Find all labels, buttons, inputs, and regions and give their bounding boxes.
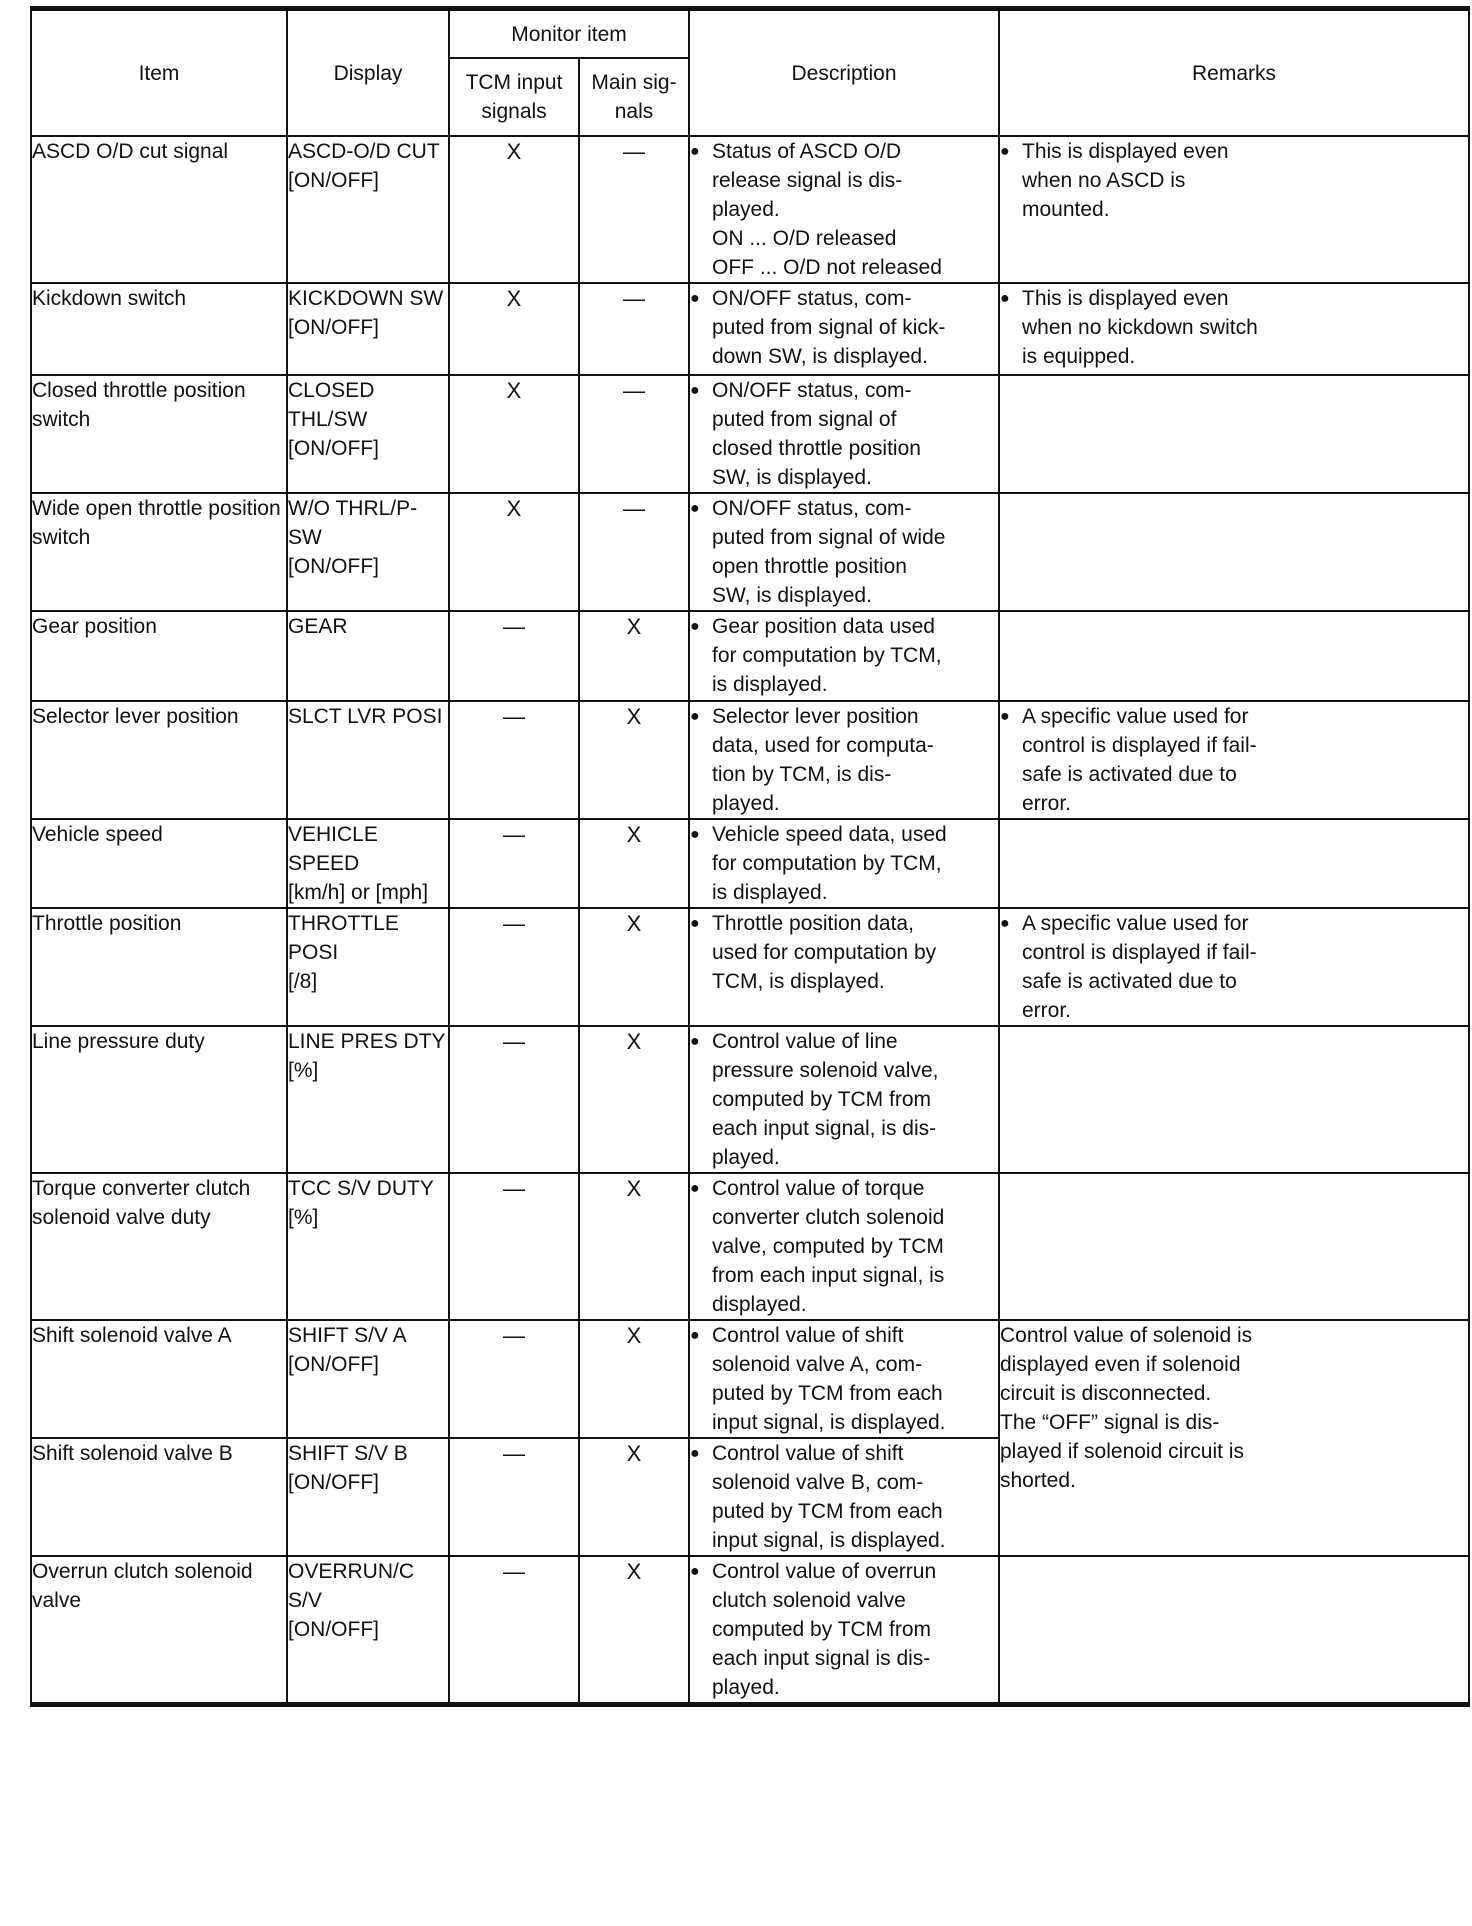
text-line: [ON/OFF] [288,1471,379,1494]
text-line: Shift solenoid valve B [32,1442,233,1465]
main-signal-mark: X [579,1173,689,1320]
bullet-icon: ● [690,382,700,399]
display-cell [287,819,449,908]
text-line: Torque converter clutch [32,1177,251,1200]
table-row [31,1026,1469,1173]
text-line: GEAR [288,615,348,638]
display-cell [287,493,449,611]
item-cell [31,908,287,1026]
text-line: for computation by TCM, [712,852,942,875]
remarks-cell [999,1556,1469,1705]
text-line: Status of ASCD O/D [712,140,902,163]
text-line: from each input signal, is [712,1264,945,1287]
text-line: each input signal, is dis- [712,1117,937,1140]
text-line: error. [1022,792,1072,815]
description-cell [689,493,999,611]
bullet-icon: ● [690,826,700,843]
monitor-item-table [30,6,1470,1707]
tcm-input-mark: X [449,283,579,375]
description-bullet-text [712,820,998,907]
text-line: Vehicle speed [32,823,163,846]
item-cell [31,493,287,611]
description-cell [689,819,999,908]
text-line: tion by TCM, is dis- [712,763,892,786]
item-cell [31,1438,287,1556]
main-signal-mark: — [579,136,689,283]
header-item: Item [31,9,287,137]
description-bullet-text [712,1174,998,1319]
text-line: Throttle position data, [712,912,914,935]
tcm-input-mark: — [449,611,579,701]
text-line: Control value of shift [712,1442,904,1465]
text-line: ON/OFF status, com- [712,497,912,520]
text-line: Kickdown switch [32,287,187,310]
tcm-input-mark: X [449,375,579,493]
text-line: [%] [288,1206,319,1229]
text-line: displayed. [712,1293,807,1316]
text-line: puted from signal of kick- [712,316,946,339]
text-line: This is displayed even [1022,287,1229,310]
text-line: SLCT LVR POSI [288,705,443,728]
main-signal-mark: X [579,611,689,701]
text-line: puted from signal of [712,408,897,431]
table-row [31,1320,1469,1438]
remarks-bullet-text [1022,702,1468,818]
remarks-cell [999,611,1469,701]
text-line: down SW, is displayed. [712,345,928,368]
description-bullet [690,1321,998,1437]
description-bullet-text [712,376,998,492]
text-line: A specific value used for [1022,912,1249,935]
description-bullet [690,376,998,492]
text-line: Control value of line [712,1030,898,1053]
display-cell [287,701,449,819]
header-remarks: Remarks [999,9,1469,137]
description-bullet [690,702,998,818]
header-main-signals: Main sig- nals [579,58,689,136]
text-line: [ON/OFF] [288,555,379,578]
table-row [31,375,1469,493]
text-line: SW, is displayed. [712,584,872,607]
text-line: data, used for computa- [712,734,934,757]
text-line: puted by TCM from each [712,1382,943,1405]
table-row [31,819,1469,908]
bullet-icon: ● [690,1033,700,1050]
tcm-input-mark: — [449,701,579,819]
remarks-bullet [1000,909,1468,1025]
text-line: Control value of torque [712,1177,925,1200]
text-line: displayed even if solenoid [1000,1353,1241,1376]
description-bullet-text [712,494,998,610]
text-line: input signal, is displayed. [712,1411,946,1434]
table-row [31,283,1469,375]
remarks-cell-shift-solenoids [999,1320,1469,1556]
display-cell [287,1026,449,1173]
display-cell [287,136,449,283]
remarks-cell [999,375,1469,493]
item-cell [31,1026,287,1173]
remarks-cell [999,1026,1469,1173]
description-cell [689,1438,999,1556]
text-line: converter clutch solenoid [712,1206,945,1229]
remarks-cell [999,1173,1469,1320]
text-line: LINE PRES DTY [288,1030,446,1053]
remarks-cell [999,908,1469,1026]
text-line: [%] [288,1059,319,1082]
text-line: Shift solenoid valve A [32,1324,232,1347]
bullet-icon: ● [690,1563,700,1580]
text-line: A specific value used for [1022,705,1249,728]
description-cell [689,701,999,819]
text-line: OVERRUN/C [288,1560,415,1583]
tcm-input-mark: — [449,1556,579,1705]
item-cell [31,611,287,701]
text-line: switch [32,526,91,549]
tcm-input-mark: X [449,136,579,283]
text-line: played. [712,198,780,221]
text-line: Gear position [32,615,157,638]
remarks-cell [999,701,1469,819]
text-line: [/8] [288,970,318,993]
display-cell [287,1320,449,1438]
bullet-icon: ● [690,708,700,725]
text-line: used for computation by [712,941,937,964]
description-bullet [690,820,998,907]
remarks-bullet [1000,702,1468,818]
item-cell [31,819,287,908]
text-line: Line pressure duty [32,1030,205,1053]
bullet-icon: ● [690,290,700,307]
main-signal-mark: X [579,1556,689,1705]
text-line: SW, is displayed. [712,466,872,489]
display-cell [287,1173,449,1320]
text-line: each input signal is dis- [712,1647,931,1670]
table-row [31,493,1469,611]
text-line: [ON/OFF] [288,437,379,460]
main-signal-mark: X [579,701,689,819]
text-line: S/V [288,1589,322,1612]
description-bullet-text [712,909,998,996]
header-tcm-input-signals: TCM input signals [449,58,579,136]
text-line: VEHICLE [288,823,378,846]
main-signal-mark: X [579,1438,689,1556]
description-bullet [690,494,998,610]
text-line: is displayed. [712,881,828,904]
text-line: safe is activated due to [1022,970,1237,993]
tcm-input-mark: — [449,1026,579,1173]
text-line: valve [32,1589,82,1612]
main-signal-mark: X [579,1320,689,1438]
text-line: [ON/OFF] [288,316,379,339]
table-body [31,136,1469,1705]
item-cell [31,375,287,493]
text-line: TCC S/V DUTY [288,1177,434,1200]
description-cell [689,1556,999,1705]
header-monitor-item: Monitor item [449,9,689,59]
text-line: error. [1022,999,1072,1022]
text-line: shorted. [1000,1469,1076,1492]
description-bullet-text [712,1027,998,1172]
display-cell [287,1438,449,1556]
text-line: Vehicle speed data, used [712,823,947,846]
tcm-input-mark: — [449,908,579,1026]
text-line: Selector lever position [32,705,239,728]
table-row [31,1556,1469,1705]
description-bullet [690,1557,998,1702]
table-row [31,611,1469,701]
item-cell [31,1320,287,1438]
description-cell [689,283,999,375]
item-cell [31,283,287,375]
text-line: solenoid valve B, com- [712,1471,924,1494]
text-line: open throttle position [712,555,907,578]
header-display: Display [287,9,449,137]
remarks-bullet-text [1022,909,1468,1025]
text-line: ASCD O/D cut signal [32,140,229,163]
description-cell [689,611,999,701]
text-line: Wide open throttle position [32,497,281,520]
remarks-bullet [1000,284,1468,371]
text-line: The “OFF” signal is dis- [1000,1411,1220,1434]
text-line: Control value of overrun [712,1560,937,1583]
bullet-icon: ● [1000,290,1010,307]
text-line: [ON/OFF] [288,169,379,192]
text-line: closed throttle position [712,437,921,460]
display-cell [287,908,449,1026]
main-signal-mark: X [579,908,689,1026]
text-line: [ON/OFF] [288,1618,379,1641]
bullet-icon: ● [1000,708,1010,725]
tcm-input-mark: — [449,1173,579,1320]
item-cell [31,1556,287,1705]
main-signal-mark: — [579,493,689,611]
description-bullet-text [712,284,998,371]
text-line: Gear position data used [712,615,935,638]
text-line: pressure solenoid valve, [712,1059,939,1082]
description-cell [689,136,999,283]
description-cell [689,1026,999,1173]
text-line: is displayed. [712,673,828,696]
text-line: computed by TCM from [712,1618,932,1641]
bullet-icon: ● [1000,915,1010,932]
text-line: control is displayed if fail- [1022,734,1257,757]
text-line: ON/OFF status, com- [712,287,912,310]
table-row [31,701,1469,819]
text-line: SPEED [288,852,360,875]
text-line: played. [712,1676,780,1699]
description-cell [689,908,999,1026]
text-line: release signal is dis- [712,169,903,192]
description-bullet-text [712,1557,998,1702]
main-signal-mark: — [579,283,689,375]
text-line: safe is activated due to [1022,763,1237,786]
text-line: ASCD-O/D CUT [288,140,440,163]
text-line: Overrun clutch solenoid [32,1560,253,1583]
text-line: clutch solenoid valve [712,1589,906,1612]
text-line: switch [32,408,91,431]
description-bullet [690,612,998,699]
description-bullet-text [712,702,998,818]
text-line: played. [712,1146,780,1169]
table-row [31,136,1469,283]
remarks-cell [999,283,1469,375]
remarks-cell [999,819,1469,908]
text-line: This is displayed even [1022,140,1229,163]
text-line: played if solenoid circuit is [1000,1440,1244,1463]
text-line: THROTTLE [288,912,399,935]
text-line: mounted. [1022,198,1110,221]
table-row [31,1173,1469,1320]
text-line: KICKDOWN SW [288,287,444,310]
bullet-icon: ● [690,1327,700,1344]
text-line: THL/SW [288,408,368,431]
description-bullet-text [712,137,998,282]
display-cell [287,611,449,701]
bullet-icon: ● [690,500,700,517]
bullet-icon: ● [1000,143,1010,160]
tcm-input-mark: — [449,819,579,908]
text-line: ON ... O/D released [712,227,897,250]
description-cell [689,1320,999,1438]
text-line: when no kickdown switch [1022,316,1258,339]
display-cell [287,1556,449,1705]
text-line: SHIFT S/V B [288,1442,408,1465]
description-bullet-text [712,612,998,699]
text-line: Throttle position [32,912,182,935]
text-line: control is displayed if fail- [1022,941,1257,964]
item-cell [31,1173,287,1320]
text-line: for computation by TCM, [712,644,942,667]
main-signal-mark: X [579,819,689,908]
remarks-bullet [1000,137,1468,224]
text-line: Closed throttle position [32,379,246,402]
text-line: is equipped. [1022,345,1136,368]
text-line: [km/h] or [mph] [288,881,429,904]
text-line: [ON/OFF] [288,1353,379,1376]
description-bullet-text [712,1439,998,1555]
description-bullet [690,1439,998,1555]
main-signal-mark: — [579,375,689,493]
bullet-icon: ● [690,1180,700,1197]
text-line: TCM, is displayed. [712,970,885,993]
remarks-cell [999,136,1469,283]
text-line: Selector lever position [712,705,919,728]
text-line: when no ASCD is [1022,169,1186,192]
tcm-input-mark: — [449,1438,579,1556]
remarks-bullet-text [1022,137,1468,224]
text-line: input signal, is displayed. [712,1529,946,1552]
text-line: W/O THRL/P-SW [288,497,418,549]
description-cell [689,375,999,493]
description-bullet [690,909,998,996]
text-line: computed by TCM from [712,1088,932,1111]
text-line: CLOSED [288,379,375,402]
remarks-cell [999,493,1469,611]
text-line: solenoid valve A, com- [712,1353,923,1376]
description-bullet [690,284,998,371]
text-line: circuit is disconnected. [1000,1382,1212,1405]
description-bullet [690,1027,998,1172]
main-signal-mark: X [579,1026,689,1173]
description-cell [689,1173,999,1320]
text-line: Control value of shift [712,1324,904,1347]
display-cell [287,283,449,375]
text-line: solenoid valve duty [32,1206,211,1229]
text-line: ON/OFF status, com- [712,379,912,402]
item-cell [31,136,287,283]
text-line: SHIFT S/V A [288,1324,407,1347]
description-bullet [690,137,998,282]
text-line: valve, computed by TCM [712,1235,944,1258]
table-row [31,908,1469,1026]
bullet-icon: ● [690,618,700,635]
display-cell [287,375,449,493]
remarks-bullet-text [1022,284,1468,371]
description-bullet [690,1174,998,1319]
tcm-input-mark: — [449,1320,579,1438]
text-line: Control value of solenoid is [1000,1324,1253,1347]
text-line: POSI [288,941,339,964]
tcm-input-mark: X [449,493,579,611]
bullet-icon: ● [690,915,700,932]
text-line: puted from signal of wide [712,526,946,549]
description-bullet-text [712,1321,998,1437]
bullet-icon: ● [690,143,700,160]
header-description: Description [689,9,999,137]
bullet-icon: ● [690,1445,700,1462]
item-cell [31,701,287,819]
text-line: puted by TCM from each [712,1500,943,1523]
text-line: OFF ... O/D not released [712,256,942,279]
text-line: played. [712,792,780,815]
